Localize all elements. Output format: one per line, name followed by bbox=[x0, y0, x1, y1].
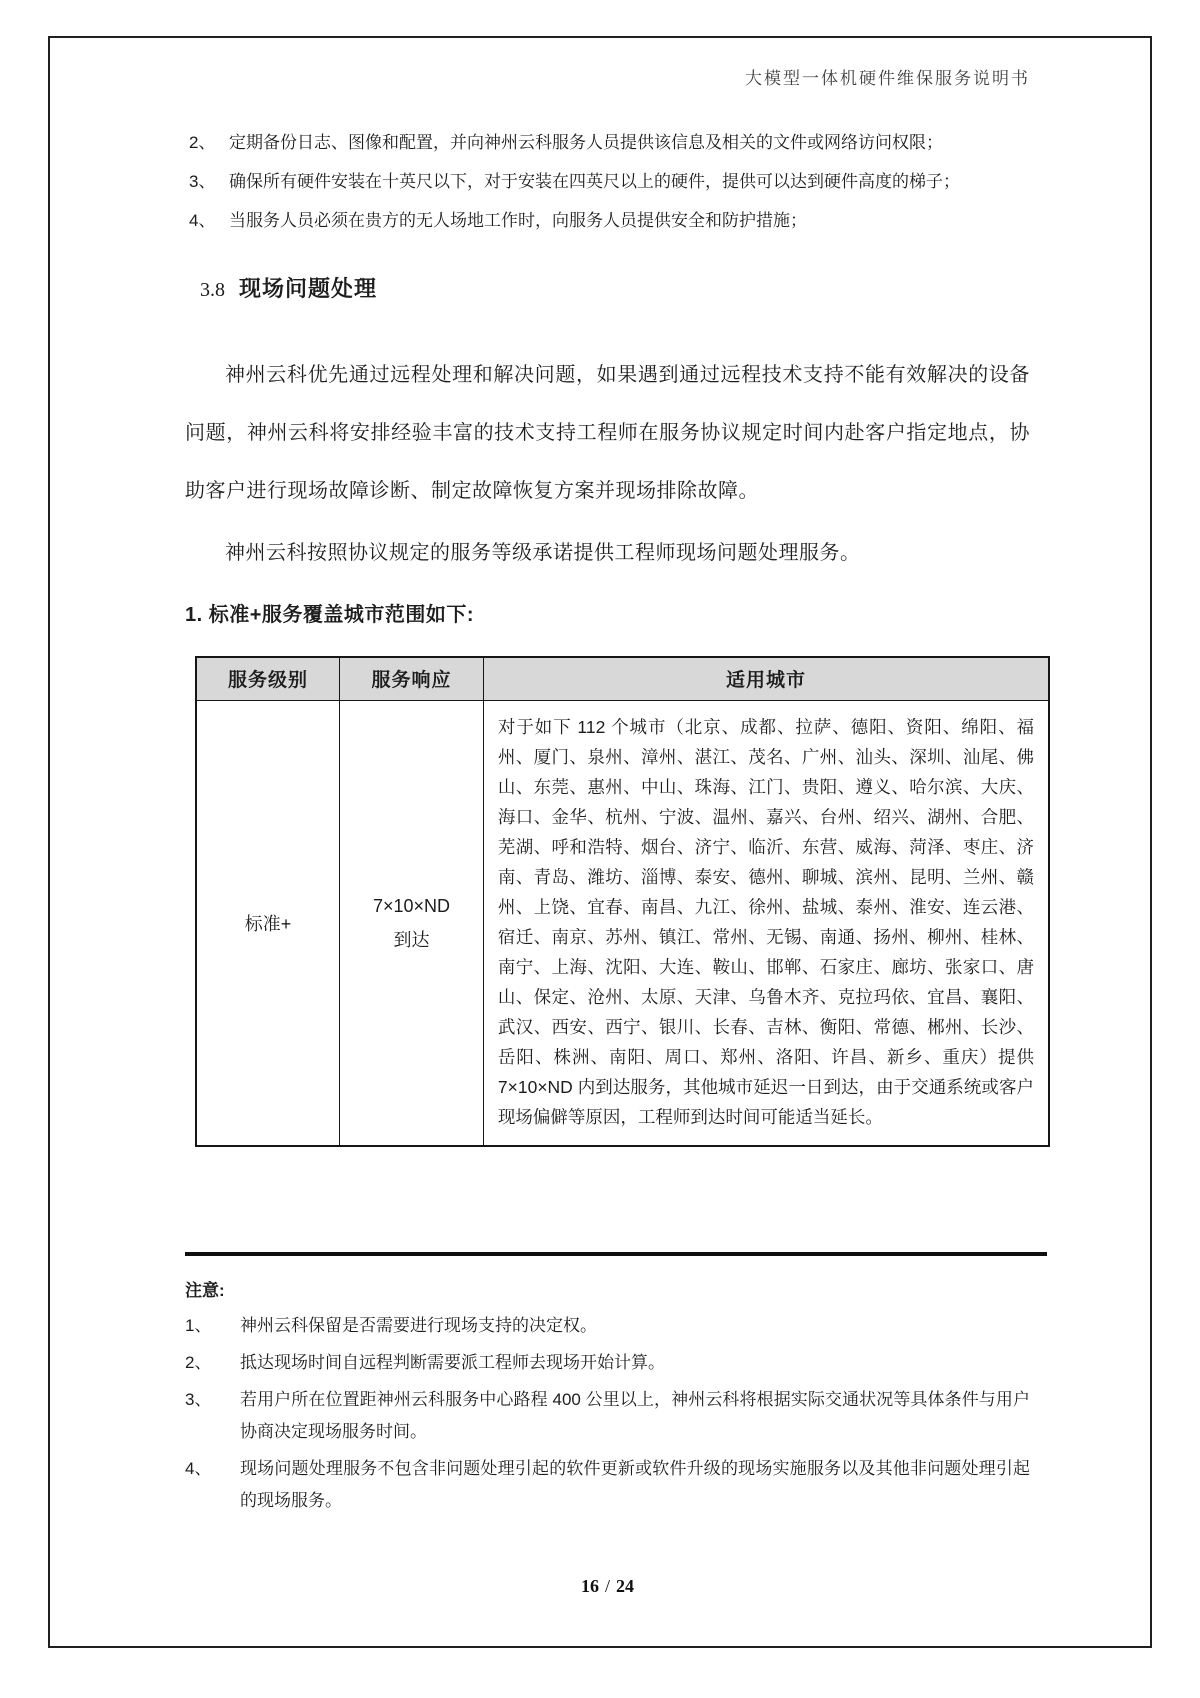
note-item-text: 抵达现场时间自远程判断需要派工程师去现场开始计算。 bbox=[240, 1353, 665, 1372]
note-item bbox=[185, 1310, 1030, 1342]
column-header-service-level: 服务级别 bbox=[196, 657, 340, 700]
list-item-text: 确保所有硬件安装在十英尺以下，对于安装在四英尺以上的硬件，提供可以达到硬件高度的梯子； bbox=[229, 172, 960, 191]
list-item bbox=[185, 130, 1030, 155]
page-number-total: 24 bbox=[616, 1576, 634, 1596]
section-title: 现场问题处理 bbox=[239, 276, 378, 301]
page-number-separator: / bbox=[604, 1576, 610, 1596]
notes-label: 注意: bbox=[185, 1281, 225, 1300]
note-item bbox=[185, 1384, 1030, 1448]
note-item-number: 3、 bbox=[185, 1390, 212, 1409]
cell-service-response bbox=[340, 700, 484, 1146]
page-number-current: 16 bbox=[580, 1576, 599, 1596]
note-item-number: 2、 bbox=[185, 1353, 212, 1372]
note-item-text: 神州云科保留是否需要进行现场支持的决定权。 bbox=[240, 1316, 597, 1335]
section-number: 3.8 bbox=[200, 279, 225, 301]
list-item-number: 2、 bbox=[189, 133, 216, 152]
note-item-text: 若用户所在位置距神州云科服务中心路程 400 公里以上，神州云科将根据实际交通状况等具体条件与用户协商决定现场服务时间。 bbox=[240, 1390, 1030, 1441]
notes-list bbox=[185, 1310, 1030, 1522]
list-item bbox=[185, 169, 1030, 194]
coverage-heading: 1. 标准+服务覆盖城市范围如下: bbox=[185, 604, 475, 626]
list-item-text: 当服务人员必须在贵方的无人场地工作时，向服务人员提供安全和防护措施； bbox=[229, 211, 807, 230]
note-item bbox=[185, 1347, 1030, 1379]
list-item-number: 3、 bbox=[189, 172, 216, 191]
note-item-number: 1、 bbox=[185, 1316, 212, 1335]
document-header-title: 大模型一体机硬件维保服务说明书 bbox=[745, 69, 1030, 88]
prerequisite-list bbox=[185, 130, 1030, 247]
list-item-text: 定期备份日志、图像和配置，并向神州云科服务人员提供该信息及相关的文件或网络访问权限； bbox=[229, 133, 943, 152]
note-item bbox=[185, 1453, 1030, 1517]
list-item bbox=[185, 208, 1030, 233]
body-paragraph: 神州云科优先通过远程处理和解决问题，如果遇到通过远程技术支持不能有效解决的设备问题，神州云科将安排经验丰富的技术支持工程师在服务协议规定时间内赴客户指定地点，协助客户进行现场故障诊断、制定故障恢复方案并现场排除故障。 bbox=[185, 364, 1030, 502]
column-header-applicable-cities: 适用城市 bbox=[483, 657, 1049, 700]
service-coverage-table bbox=[195, 656, 1050, 1147]
note-item-number: 4、 bbox=[185, 1459, 212, 1478]
cell-service-level: 标准+ bbox=[196, 700, 340, 1146]
cell-applicable-cities: 对于如下 112 个城市（北京、成都、拉萨、德阳、资阳、绵阳、福州、厦门、泉州、漳州、湛江、茂名、广州、汕头、深圳、汕尾、佛山、东莞、惠州、中山、珠海、江门、贵阳、遵义、哈尔滨、大庆、海口、金华、杭州、宁波、温州、嘉兴、台州、绍兴、湖州、合肥、芜湖、呼和浩特、烟台、济宁、临沂、东营、威海、菏泽、枣庄、济南、青岛、潍坊、淄博、泰安、德州、聊城、滨州、昆明、兰州、赣州、上饶、宜春、南昌、九江、徐州、盐城、泰州、淮安、连云港、宿迁、南京、苏州、镇江、常州、无锡、南通、扬州、柳州、桂林、南宁、上海、沈阳、大连、鞍山、邯郸、石家庄、廊坊、张家口、唐山、保定、沧州、太原、天津、乌鲁木齐、克拉玛依、宜昌、襄阳、武汉、西安、西宁、银川、长春、吉林、衡阳、常德、郴州、长沙、岳阳、株洲、南阳、周口、郑州、洛阳、许昌、新乡、重庆）提供 7×10×ND 内到达服务，其他城市延迟一日到达，由于交通系统或客户现场偏僻等原因，工程师到达时间可能适当延长。 bbox=[483, 700, 1049, 1146]
page-content bbox=[185, 0, 1034, 1698]
page-number bbox=[185, 1576, 1030, 1597]
table-row bbox=[196, 700, 1049, 1146]
table-header-row bbox=[196, 657, 1049, 700]
body-paragraph: 神州云科按照协议规定的服务等级承诺提供工程师现场问题处理服务。 bbox=[225, 542, 861, 564]
note-item-text: 现场问题处理服务不包含非问题处理引起的软件更新或软件升级的现场实施服务以及其他非问题处理引起的现场服务。 bbox=[240, 1459, 1030, 1510]
section-divider-rule bbox=[185, 1252, 1047, 1256]
column-header-service-response: 服务响应 bbox=[340, 657, 484, 700]
section-heading bbox=[200, 272, 377, 303]
list-item-number: 4、 bbox=[189, 211, 216, 230]
service-response-line1: 7×10×ND bbox=[372, 895, 451, 916]
service-response-line2: 到达 bbox=[393, 929, 430, 950]
